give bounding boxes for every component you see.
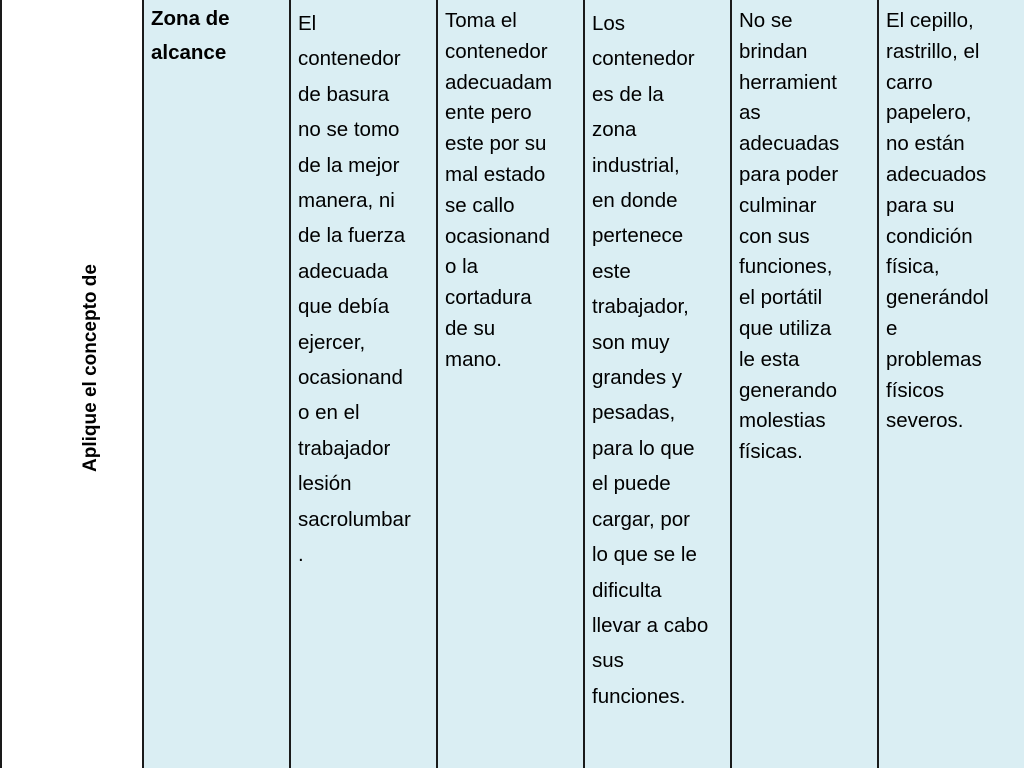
cell-line: en donde bbox=[592, 189, 678, 213]
table-cell bbox=[290, 0, 437, 768]
cell-line: brindan bbox=[739, 39, 808, 63]
cell-line: rastrillo, el bbox=[886, 39, 980, 63]
cell-line: no están bbox=[886, 132, 965, 156]
cell-line: de la mejor bbox=[298, 153, 400, 177]
cell-line: no se tomo bbox=[298, 118, 400, 142]
cell-line: problemas bbox=[886, 347, 982, 371]
cell-line: pesadas, bbox=[592, 401, 676, 425]
cell-text bbox=[879, 0, 1024, 437]
cell-line: de la fuerza bbox=[298, 224, 406, 248]
cell-line: generándol bbox=[886, 286, 989, 310]
cell-line: lesión bbox=[298, 472, 352, 496]
cell-line: adecuadam bbox=[445, 70, 553, 94]
cell-line: este bbox=[592, 259, 631, 283]
cell-line: . bbox=[298, 543, 304, 567]
cell-text bbox=[291, 0, 436, 573]
cell-text bbox=[732, 0, 877, 468]
cell-line: funciones. bbox=[592, 684, 686, 708]
cell-line: lo que se le bbox=[592, 543, 697, 567]
cell-line: sus bbox=[592, 649, 624, 673]
cell-line: para poder bbox=[739, 162, 839, 186]
cell-line: dificulta bbox=[592, 578, 662, 602]
cell-line: generando bbox=[739, 378, 838, 402]
cell-line: herramient bbox=[739, 70, 837, 94]
cell-line: manera, ni bbox=[298, 189, 395, 213]
cell-line: de basura bbox=[298, 82, 390, 106]
cell-line: Toma el bbox=[445, 9, 517, 32]
cell-line: le esta bbox=[739, 347, 800, 371]
cell-line: es de la bbox=[592, 82, 664, 106]
cell-line: funciones, bbox=[739, 255, 833, 279]
cell-line: papelero, bbox=[886, 101, 972, 125]
cell-line: pertenece bbox=[592, 224, 684, 248]
cell-text bbox=[585, 0, 730, 714]
cell-line: que utiliza bbox=[739, 316, 832, 340]
cell-text bbox=[438, 0, 583, 376]
cell-line: este por su bbox=[445, 132, 547, 156]
row-header-cell bbox=[1, 0, 143, 768]
cell-line: carro bbox=[886, 70, 933, 94]
cell-line: condición bbox=[886, 224, 973, 248]
cell-line: cortadura bbox=[445, 286, 532, 310]
cell-line: llevar a cabo bbox=[592, 613, 709, 637]
cell-line: ente pero bbox=[445, 101, 532, 125]
cell-line: as bbox=[739, 101, 761, 125]
cell-line: trabajador, bbox=[592, 295, 689, 319]
cell-line: mal estado bbox=[445, 162, 546, 186]
cell-line: son muy bbox=[592, 330, 670, 354]
cell-line: para lo que bbox=[592, 436, 695, 460]
cell-line: El bbox=[298, 12, 317, 35]
cell-line: molestias bbox=[739, 409, 826, 433]
cell-line: contenedor bbox=[592, 47, 695, 71]
cell-line: ocasionand bbox=[298, 366, 403, 390]
cell-line: grandes y bbox=[592, 366, 683, 390]
cell-line: El cepillo, bbox=[886, 9, 974, 32]
cell-line: trabajador bbox=[298, 436, 391, 460]
cell-line: cargar, por bbox=[592, 507, 690, 531]
cell-line: contenedor bbox=[298, 47, 401, 71]
table-cell bbox=[437, 0, 584, 768]
cell-line: adecuadas bbox=[739, 132, 840, 156]
cell-line: severos. bbox=[886, 409, 964, 433]
table-cell bbox=[731, 0, 878, 768]
cell-line: o la bbox=[445, 255, 479, 279]
cell-line: el portátil bbox=[739, 286, 823, 310]
cell-line: con sus bbox=[739, 224, 810, 248]
cell-line: el puede bbox=[592, 472, 671, 496]
cell-line: de su bbox=[445, 316, 496, 340]
cell-line: industrial, bbox=[592, 153, 680, 177]
cell-line: contenedor bbox=[445, 39, 548, 63]
cell-line: ocasionand bbox=[445, 224, 550, 248]
cell-line: No se bbox=[739, 9, 793, 32]
cell-line: sacrolumbar bbox=[298, 507, 411, 531]
cell-line: para su bbox=[886, 193, 955, 217]
cell-line: físicos bbox=[886, 378, 945, 402]
table-cell bbox=[878, 0, 1024, 768]
cell-line: mano. bbox=[445, 347, 502, 371]
table-row bbox=[1, 0, 1024, 768]
zone-label: Zona de alcance bbox=[151, 7, 230, 64]
cell-line: que debía bbox=[298, 295, 390, 319]
cell-line: culminar bbox=[739, 193, 817, 217]
cell-line: o en el bbox=[298, 401, 360, 425]
cell-line: e bbox=[886, 316, 898, 340]
cell-line: físicas. bbox=[739, 440, 803, 464]
cell-line: adecuados bbox=[886, 162, 987, 186]
cell-line: física, bbox=[886, 255, 940, 279]
cell-line: ejercer, bbox=[298, 330, 366, 354]
cell-line: Los bbox=[592, 12, 626, 35]
zone-cell bbox=[143, 0, 290, 768]
cell-line: zona bbox=[592, 118, 637, 142]
cell-line: se callo bbox=[445, 193, 515, 217]
row-label: Aplique el concepto de bbox=[80, 264, 101, 472]
cell-line: adecuada bbox=[298, 259, 389, 283]
table-cell bbox=[584, 0, 731, 768]
